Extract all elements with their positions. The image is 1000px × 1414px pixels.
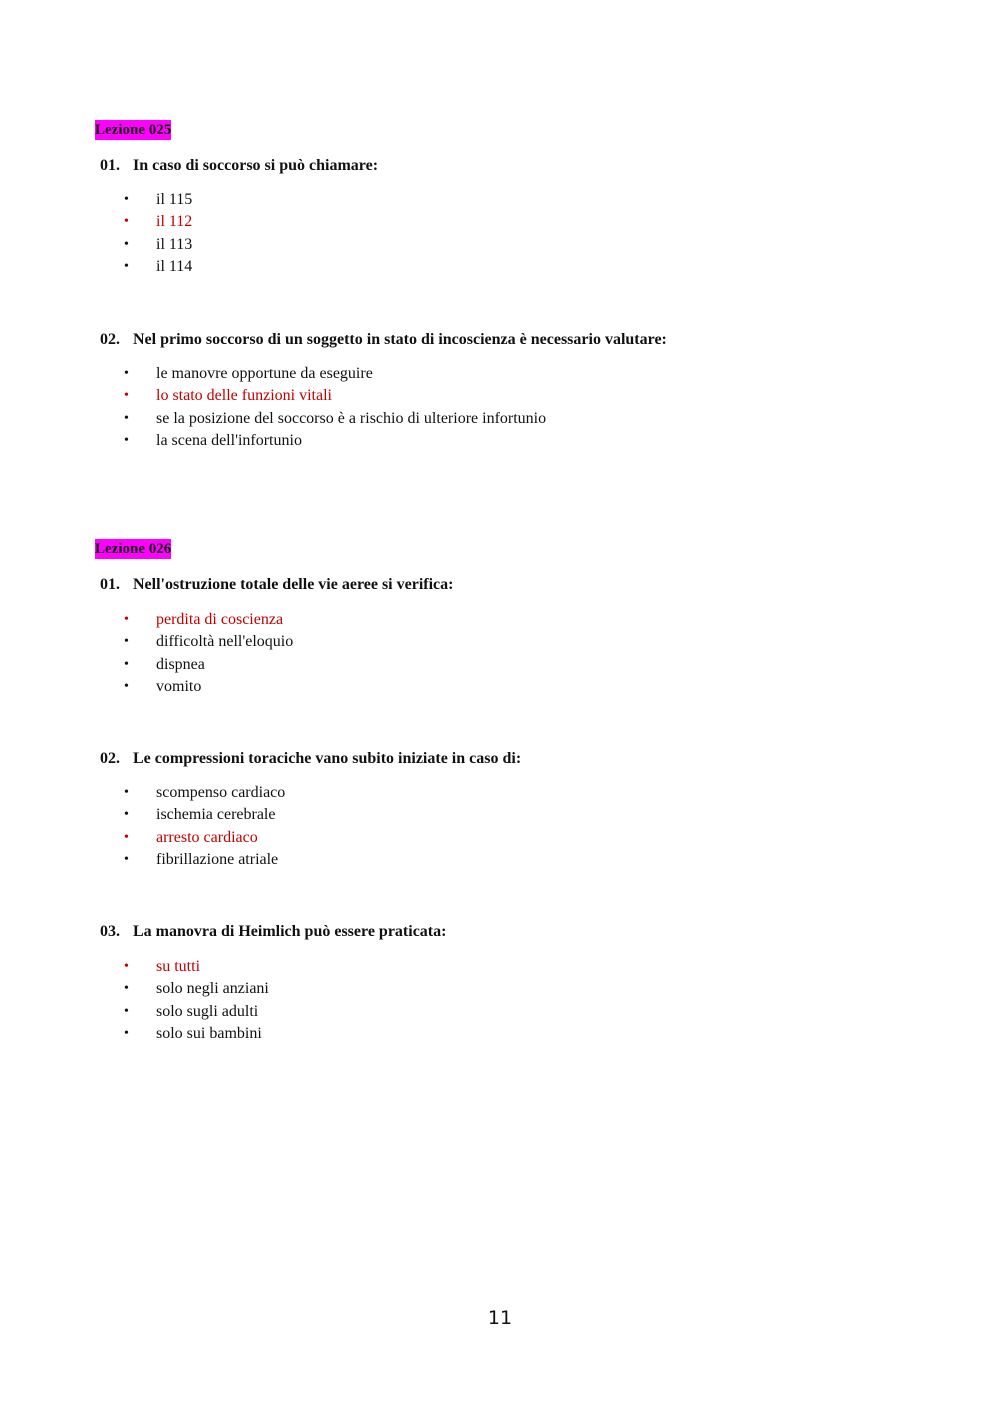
answer-list [124,189,192,278]
answer-text: dispnea [156,655,205,673]
answer-text: il 115 [156,191,193,208]
question-number: 02. [100,750,120,767]
answer-text: fibrillazione atriale [156,850,279,868]
question-text: La manovra di Heimlich può essere praticata: [133,923,447,940]
bullet-icon: • [124,981,129,997]
answer-item [124,804,285,826]
answer-text: scompenso cardiaco [156,784,286,801]
answer-item [124,189,192,211]
answer-text: la scena dell'infortunio [156,431,302,449]
question-title [100,156,378,176]
question-text: Nell'ostruzione totale delle vie aeree si verifica: [133,576,454,593]
answer-item [124,631,293,653]
bullet-icon: • [124,192,129,207]
bullet-icon: • [124,432,129,448]
bullet-icon: • [124,258,129,274]
answer-item-correct [124,385,546,407]
answer-item [124,676,293,698]
answer-list [124,956,269,1045]
answer-text: solo negli anziani [156,980,269,998]
bullet-icon: • [124,807,129,823]
page-number: 11 [487,1307,513,1329]
answer-text: il 112 [156,213,193,231]
answer-item [124,1023,269,1045]
bullet-icon: • [124,634,129,650]
bullet-icon: • [124,236,129,252]
answer-list [124,782,285,871]
answer-item [124,234,192,256]
answer-text: difficoltà nell'eloquio [156,633,294,651]
answer-item-correct [124,609,293,631]
bullet-icon: • [124,785,129,800]
answer-item-correct [124,956,269,978]
answer-item [124,782,285,804]
question-number: 02. [100,331,120,348]
answer-text: il 113 [156,235,193,253]
answer-item [124,408,546,430]
question-title [100,922,446,942]
bullet-icon: • [124,612,129,627]
answer-item [124,1001,269,1023]
answer-text: vomito [156,677,202,695]
bullet-icon: • [124,410,129,426]
question-title [100,575,453,595]
answer-item [124,430,546,452]
answer-item-correct [124,211,192,233]
question-title [100,330,667,350]
answer-list [124,363,546,452]
answer-text: solo sugli adulti [156,1002,259,1020]
question-number: 01. [100,576,120,593]
question-number: 01. [100,157,120,174]
bullet-icon: • [124,214,129,230]
bullet-icon: • [124,959,129,974]
question-text: In caso di soccorso si può chiamare: [133,157,379,174]
answer-item-correct [124,827,285,849]
bullet-icon: • [124,366,129,381]
answer-item [124,654,293,676]
lesson-title: Lezione 025 [95,122,172,138]
answer-item [124,978,269,1000]
lesson-title: Lezione 026 [95,541,172,557]
answer-text: il 114 [156,257,193,275]
bullet-icon: • [124,656,129,672]
bullet-icon: • [124,829,129,845]
answer-list [124,609,293,698]
answer-item [124,849,285,871]
answer-text: arresto cardiaco [156,828,258,846]
answer-item [124,256,192,278]
bullet-icon: • [124,1025,129,1041]
answer-text: ischemia cerebrale [156,806,276,824]
bullet-icon: • [124,1003,129,1019]
bullet-icon: • [124,388,129,404]
answer-text: lo stato delle funzioni vitali [156,387,332,405]
bullet-icon: • [124,678,129,694]
question-text: Nel primo soccorso di un soggetto in stato di incoscienza è necessario valutare: [133,331,667,348]
answer-text: le manovre opportune da eseguire [156,365,373,382]
question-title [100,749,521,769]
question-text: Le compressioni toraciche vano subito iniziate in caso di: [133,750,522,767]
answer-text: su tutti [156,958,201,975]
question-number: 03. [100,923,120,940]
answer-text: solo sui bambini [156,1024,262,1042]
answer-text: se la posizione del soccorso è a rischio di ulteriore infortunio [156,409,547,427]
bullet-icon: • [124,851,129,867]
answer-item [124,363,546,385]
answer-text: perdita di coscienza [156,611,284,628]
